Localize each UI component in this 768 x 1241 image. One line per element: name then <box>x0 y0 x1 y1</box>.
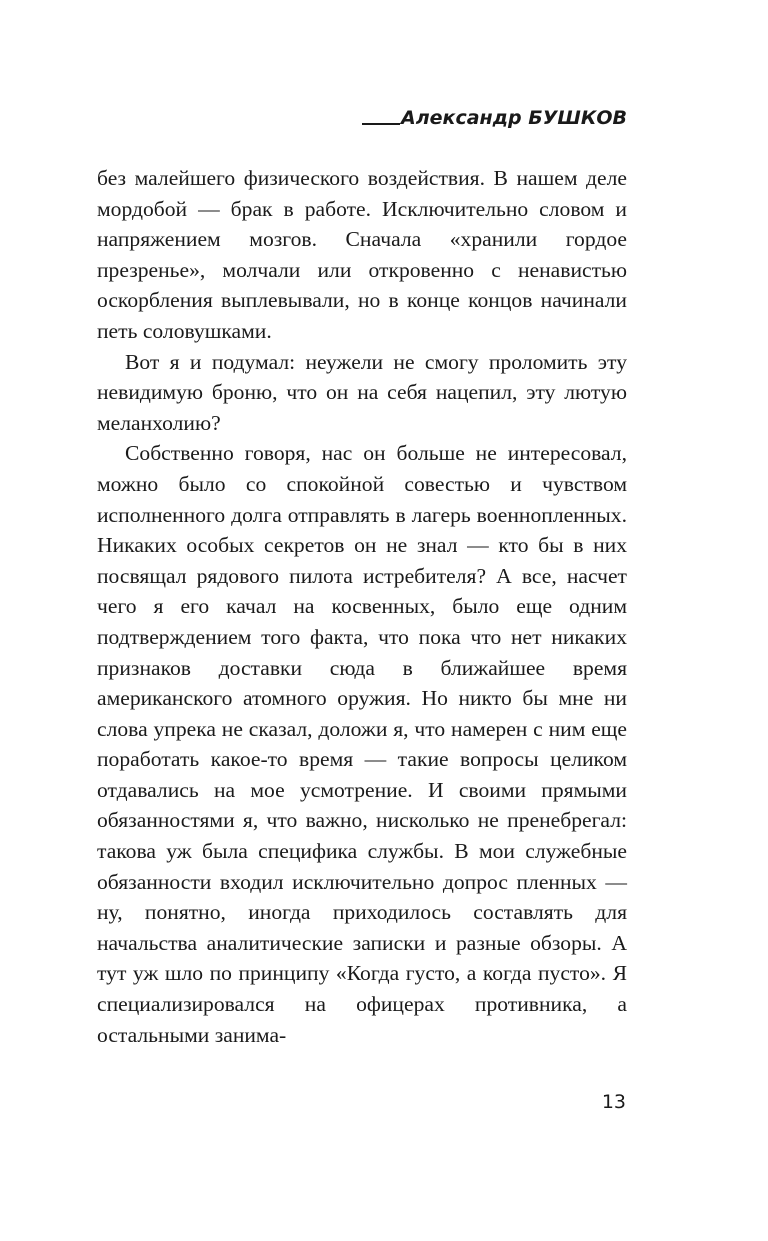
page-number: 13 <box>601 1091 626 1113</box>
running-header <box>362 107 627 129</box>
paragraph-3: Собственно говоря, нас он больше не интересовал, можно было со спокойной совестью и чувством исполненного долга отправлять в лагерь военнопленных. Никаких особых секретов он не знал — кто бы в них посвящал рядового пилота истребителя? А все, насчет чего я его качал на косвенных, было еще одним подтверждением того факта, что пока что нет никаких признаков доставки сюда в ближайшее время американского атомного оружия. Но никто бы мне ни слова упрека не сказал, доложи я, что намерен с ним еще поработать какое-то время — такие вопросы целиком отдавались на мое усмотрение. И своими прямыми обязанностями я, что важно, нисколько не пренебрегал: такова уж была специфика службы. В мои служебные обязанности входил исключительно допрос пленных — ну, понятно, иногда приходилось составлять для начальства аналитические записки и разные обзоры. А тут уж шло по принципу «Когда густо, а когда пусто». Я специализировался на офицерах противника, а остальными занима- <box>97 441 627 1047</box>
paragraph-2: Вот я и подумал: неужели не смогу проломить эту невидимую броню, что он на себя нацепил, эту лютую меланхолию? <box>97 349 627 435</box>
paragraph-1: без малейшего физического воздействия. В нашем деле мордобой — брак в работе. Исключительно словом и напряжением мозгов. Сначала «хранили гордое презренье», молчали или откровенно с ненавистью оскорбления выплевывали, но в конце концов начинали петь соловушками. <box>97 166 627 343</box>
author-name: Александр БУШКОВ <box>401 107 627 129</box>
header-rule <box>362 123 400 125</box>
body-text <box>97 163 627 1050</box>
